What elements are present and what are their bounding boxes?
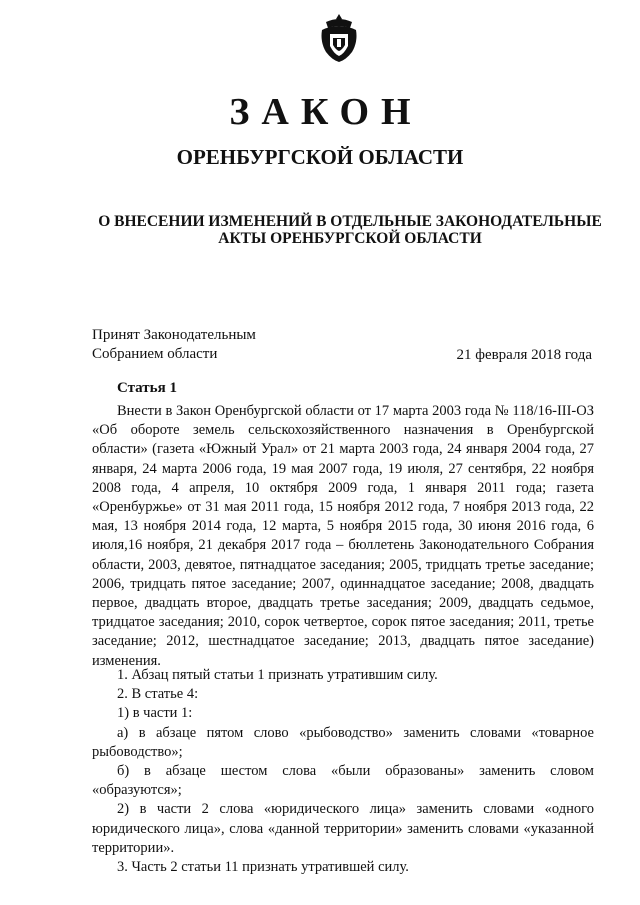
- document-title: ЗАКОН: [229, 91, 423, 133]
- list-item: б) в абзаце шестом слова «были образованы» заменить словом «образуются»;: [92, 763, 594, 799]
- article-body: [92, 402, 594, 671]
- list-item: 2. В статье 4:: [117, 686, 199, 703]
- law-heading-line-1: О ВНЕСЕНИИ ИЗМЕНЕНИЙ В ОТДЕЛЬНЫЕ ЗАКОНОДАТЕЛЬНЫЕ: [98, 213, 602, 230]
- list-item: 2) в части 2 слова «юридического лица» заменить словами «одного юридического лица», слова «данной территории» заменить словами «указанной территории».: [92, 801, 594, 856]
- law-heading: [60, 213, 640, 247]
- adoption-date: 21 февраля 2018 года: [456, 347, 592, 363]
- adoption-line-1: Принят Законодательным: [92, 327, 256, 343]
- adoption-line-2: Собранием области: [92, 346, 218, 362]
- list-item: 1) в части 1:: [117, 705, 193, 722]
- list-item: а) в абзаце пятом слово «рыбоводство» заменить словами «товарное рыбоводство»;: [92, 724, 594, 760]
- article-intro-paragraph: Внести в Закон Оренбургской области от 17 марта 2003 года № 118/16-III-ОЗ «Об обороте земель сельскохозяйственного назначения в Оренбургской области» (газета «Южный Урал» от 21 марта 2003 года, 24 января 2004 года, 27 января, 24 марта 2006 года, 19 мая 2007 года, 19 июля, 27 сентября, 22 ноября 2008 года, 4 апреля, 10 октября 2009 года, 1 января 2011 года; газета «Оренбуржье» от 31 мая 2011 года, 15 ноября 2012 года, 7 ноября 2013 года, 22 мая, 13 ноября 2014 года, 12 марта, 5 ноября 2015 года, 30 июня 2016 года, 6 июля,16 ноября, 21 декабря 2017 года – бюллетень Законодательного Собрания области, 2003, девятое, пятнадцатое заседания; 2005, тридцать третье заседание; 2006, тридцать пятое заседание; 2007, одиннадцатое заседание; 2008, двадцать первое, двадцать второе, двадцать третье заседания; 2009, двадцать седьмое, тридцатое заседания; 2010, сорок четвертое, сорок пятое заседания; 2011, третье заседание; 2012, шестнадцатое заседание; 2013, двадцать пятое заседание) изменения.: [92, 403, 594, 669]
- law-heading-line-2: АКТЫ ОРЕНБУРГСКОЙ ОБЛАСТИ: [218, 230, 482, 247]
- coat-of-arms-icon: [318, 12, 360, 64]
- list-item: 3. Часть 2 статьи 11 признать утратившей силу.: [117, 859, 409, 876]
- list-item: 1. Абзац пятый статьи 1 признать утратившим силу.: [117, 667, 438, 683]
- adoption-note: [92, 326, 256, 364]
- article-items: [92, 666, 594, 877]
- region-subtitle: ОРЕНБУРГСКОЙ ОБЛАСТИ: [176, 145, 464, 169]
- article-title: Статья 1: [117, 380, 177, 396]
